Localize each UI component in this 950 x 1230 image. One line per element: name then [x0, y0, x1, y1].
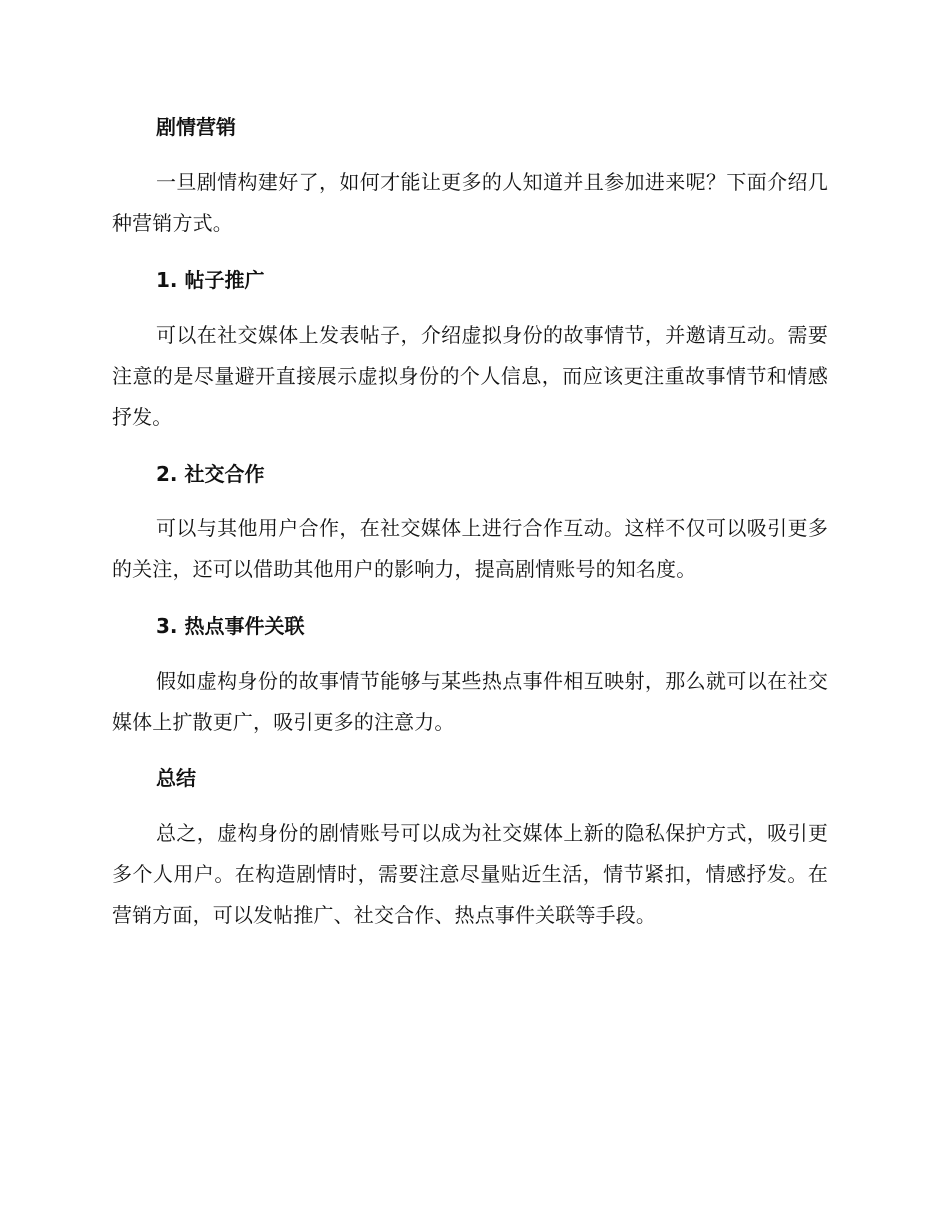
- section-paragraph-post-promotion: 可以在社交媒体上发表帖子，介绍虚拟身份的故事情节，并邀请互动。需要注意的是尽量避开直接展示虚拟身份的个人信息，而应该更注重故事情节和情感抒发。: [112, 323, 828, 429]
- section-heading-summary: 总结: [156, 766, 196, 790]
- section-heading-hot-event-association: 3. 热点事件关联: [156, 614, 305, 638]
- section-paragraph-hot-event-association: 假如虚构身份的故事情节能够与某些热点事件相互映射，那么就可以在社交媒体上扩散更广，吸引更多的注意力。: [112, 669, 828, 734]
- section-heading-plot-marketing: 剧情营销: [156, 115, 236, 139]
- section-heading-post-promotion: 1. 帖子推广: [156, 268, 265, 292]
- section-paragraph-summary: 总之，虚构身份的剧情账号可以成为社交媒体上新的隐私保护方式，吸引更多个人用户。在构造剧情时，需要注意尽量贴近生活，情节紧扣，情感抒发。在营销方面，可以发帖推广、社交合作、热点事件关联等手段。: [112, 821, 828, 927]
- section-paragraph-plot-marketing: 一旦剧情构建好了，如何才能让更多的人知道并且参加进来呢？下面介绍几种营销方式。: [112, 170, 828, 235]
- section-heading-social-cooperation: 2. 社交合作: [156, 462, 265, 486]
- section-paragraph-social-cooperation: 可以与其他用户合作，在社交媒体上进行合作互动。这样不仅可以吸引更多的关注，还可以借助其他用户的影响力，提高剧情账号的知名度。: [112, 516, 828, 581]
